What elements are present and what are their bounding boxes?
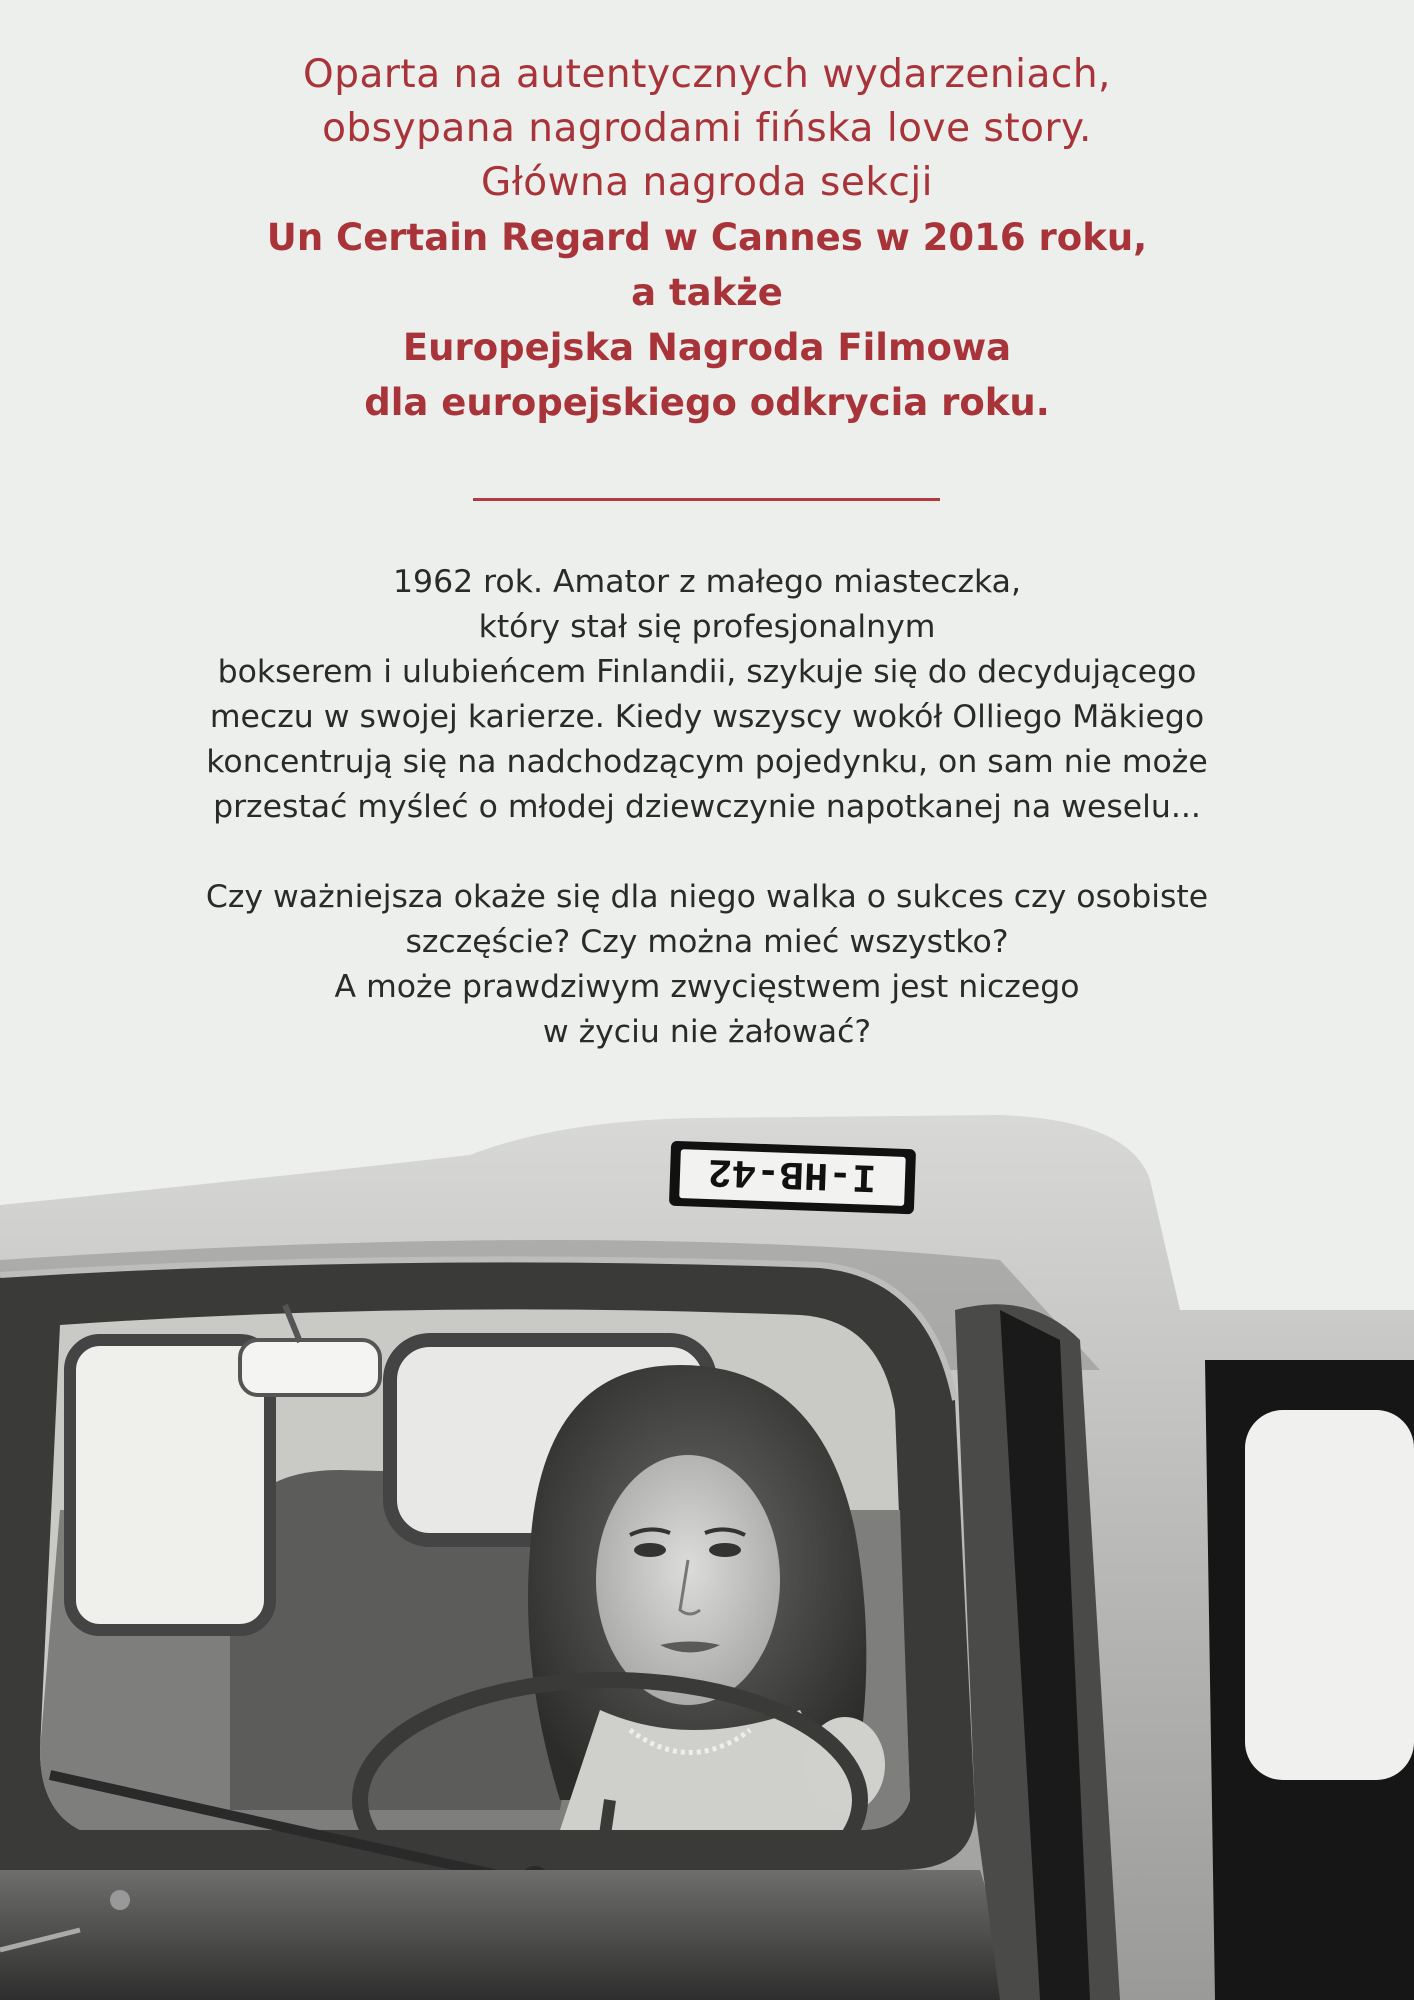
car-photo [0, 1110, 1414, 2000]
synopsis [0, 560, 1414, 1055]
award-line: Europejska Nagroda Filmowa [402, 326, 1012, 369]
tagline-line: Oparta na autentycznych wydarzeniach, [303, 52, 1111, 97]
question-line: Czy ważniejsza okaże się dla niego walka o sukces czy osobiste [205, 879, 1209, 915]
synopsis-line: koncentrują się na nadchodzącym pojedynku, on sam nie może [206, 744, 1208, 780]
synopsis-line: bokserem i ulubieńcem Finlandii, szykuje się do decydującego [217, 654, 1197, 690]
award-line: Un Certain Regard w Cannes w 2016 roku, [266, 216, 1148, 259]
tagline-line: Główna nagroda sekcji [480, 160, 934, 205]
synopsis-line: meczu w swojej karierze. Kiedy wszyscy wokół Olliego Mäkiego [209, 699, 1205, 735]
driver-face [596, 1455, 780, 1705]
tagline-line: obsypana nagrodami fińska love story. [322, 106, 1092, 151]
question-line: w życiu nie żałować? [542, 1014, 872, 1050]
award-line: a także [631, 271, 783, 314]
award-line: dla europejskiego odkrycia roku. [364, 381, 1050, 424]
license-plate-text: I-HB-42 [707, 1147, 877, 1198]
question-line: A może prawdziwym zwycięstwem jest niczego [334, 969, 1080, 1005]
car-hood [0, 1870, 1000, 2000]
tagline-block [0, 48, 1414, 430]
synopsis-line: 1962 rok. Amator z małego miasteczka, [393, 564, 1021, 600]
synopsis-line: przestać myśleć o młodej dziewczynie napotkanej na weselu... [213, 789, 1201, 825]
license-plate [669, 1141, 916, 1215]
synopsis-line: który stał się profesjonalnym [478, 609, 936, 645]
divider [473, 498, 940, 501]
question-line: szczęście? Czy można mieć wszystko? [405, 924, 1009, 960]
